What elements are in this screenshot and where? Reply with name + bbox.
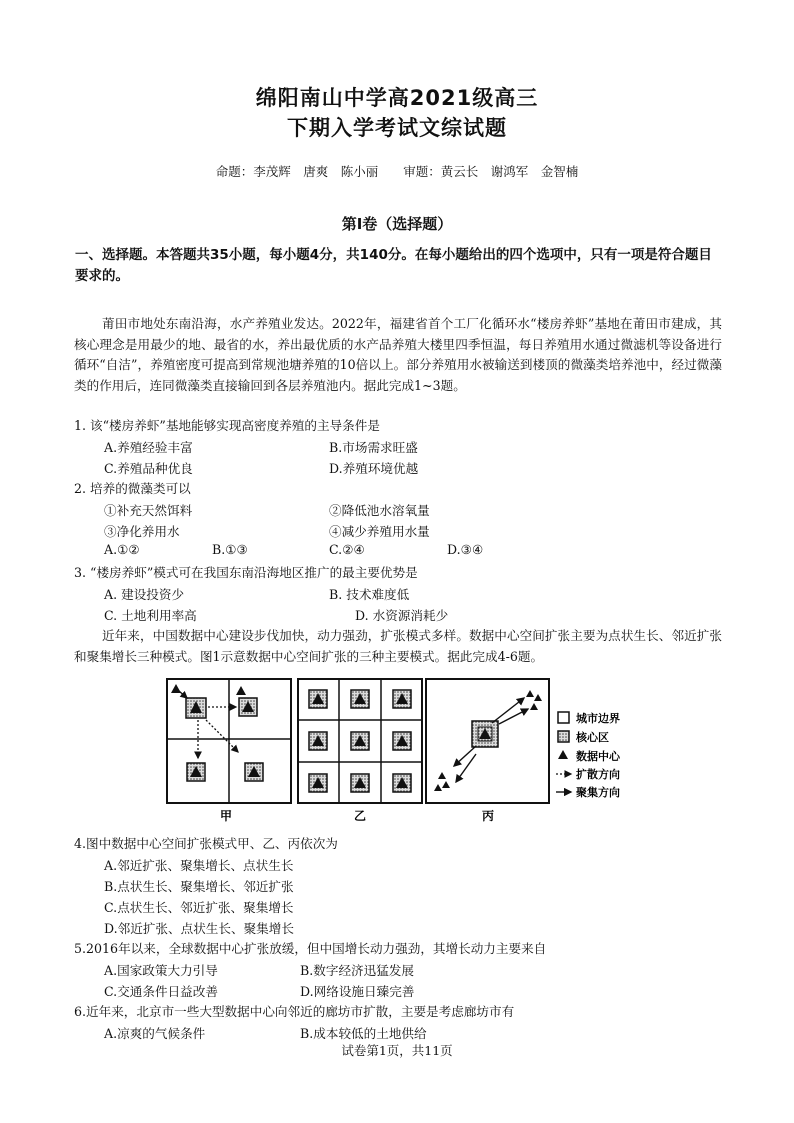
- question-2-stem: 2. 培养的微藻类可以: [74, 481, 191, 496]
- legend-diffusion: 扩散方向: [576, 768, 620, 781]
- panel-yi: [298, 679, 422, 803]
- q1-option-c: C.养殖品种优良: [104, 461, 193, 476]
- q1-option-d: D.养殖环境优越: [329, 461, 419, 476]
- q6-option-b: B.成本较低的土地供给: [300, 1026, 427, 1041]
- panel-label-yi: 乙: [353, 809, 367, 823]
- question-4-stem: 4.图中数据中心空间扩张模式甲、乙、丙依次为: [74, 836, 338, 851]
- figure-legend: [556, 711, 621, 799]
- core-area-icon: [309, 774, 327, 792]
- core-area-legend-icon: [558, 731, 569, 742]
- q1-option-a: A.养殖经验丰富: [104, 440, 193, 455]
- exam-title-line2: 下期入学考试文综试题: [287, 116, 507, 140]
- q4-option-a: A.邻近扩张、聚集增长、点状生长: [104, 858, 294, 873]
- legend-city-boundary: 城市边界: [576, 712, 620, 725]
- q5-option-c: C.交通条件日益改善: [104, 984, 218, 999]
- core-area-icon: [309, 690, 327, 708]
- core-area-icon: [351, 690, 369, 708]
- q1-option-b: B.市场需求旺盛: [329, 440, 418, 455]
- exam-title-line1: 绵阳南山中学高2021级高三: [255, 86, 539, 110]
- question-5-stem: 5.2016年以来，全球数据中心扩张放缓，但中国增长动力强劲，其增长动力主要来自: [74, 941, 547, 956]
- q5-option-a: A.国家政策大力引导: [104, 963, 218, 978]
- data-center-legend-icon: [558, 750, 568, 759]
- core-area-icon: [186, 698, 206, 718]
- legend-data-center: 数据中心: [576, 750, 620, 763]
- q3-option-d: D. 水资源消耗少: [355, 608, 449, 623]
- core-area-icon: [393, 732, 411, 750]
- question-6-stem: 6.近年来，北京市一些大型数据中心向邻近的廊坊市扩散，主要是考虑廊坊市有: [74, 1004, 515, 1019]
- q2-statement-2: ②降低池水溶氧量: [329, 503, 430, 518]
- city-boundary-icon: [558, 712, 569, 723]
- q6-option-a: A.凉爽的气候条件: [104, 1026, 206, 1041]
- core-area-icon: [239, 698, 257, 716]
- q3-option-b: B. 技术难度低: [329, 587, 410, 602]
- q2-option-d: D.③④: [447, 542, 484, 557]
- q4-option-d: D.邻近扩张、点状生长、聚集增长: [104, 921, 294, 936]
- core-area-icon: [245, 763, 263, 781]
- legend-aggregation: 聚集方向: [576, 786, 620, 799]
- core-area-icon: [393, 774, 411, 792]
- core-area-icon: [309, 732, 327, 750]
- q2-statement-3: ③净化养用水: [104, 524, 180, 539]
- q2-statement-4: ④减少养殖用水量: [329, 524, 430, 539]
- passage-1: 莆田市地处东南沿海，水产养殖业发达。2022年，福建省首个工厂化循环水“楼房养虾”基地在莆田市建成，其核心理念是用最少的地、最省的水，养出最优质的水产品养殖大楼里四季恒温，每日养殖用水通过微滤机等设备进行循环“自洁”，养殖密度可提高到常规池塘养殖的10倍以上。部分养殖用水被输送到楼顶的微藻类培养池中，经过微藻类的作用后，连同微藻类直接输回到各层养殖池内。据此完成1~3题。: [74, 316, 722, 393]
- q2-option-b: B.①③: [212, 542, 248, 557]
- q3-option-c: C. 土地利用率高: [104, 608, 197, 623]
- q2-option-a: A.①②: [104, 542, 140, 557]
- core-area-icon: [351, 732, 369, 750]
- legend-core-area: 核心区: [576, 731, 609, 744]
- panel-bing: [426, 679, 549, 803]
- q5-option-d: D.网络设施日臻完善: [300, 984, 415, 999]
- passage-2: 近年来，中国数据中心建设步伐加快，动力强劲，扩张模式多样。数据中心空间扩张主要为点状生长、邻近扩张和聚集增长三种模式。图1示意数据中心空间扩张的三种主要模式。据此完成4-6题。: [74, 628, 722, 664]
- core-area-icon: [187, 763, 205, 781]
- part-title: 第Ⅰ卷（选择题）: [341, 215, 453, 233]
- page-footer: 试卷第1页，共11页: [341, 1043, 453, 1058]
- question-3-stem: 3. “楼房养虾”模式可在我国东南沿海地区推广的最主要优势是: [74, 565, 418, 580]
- core-area-icon: [472, 721, 498, 747]
- figure-1: [166, 676, 666, 828]
- question-1-stem: 1. 该“楼房养虾”基地能够实现高密度养殖的主导条件是: [74, 418, 380, 433]
- panel-label-bing: 丙: [481, 809, 495, 823]
- core-area-icon: [351, 774, 369, 792]
- q5-option-b: B.数字经济迅猛发展: [300, 963, 415, 978]
- authors-line: 命题：李茂辉 唐爽 陈小丽 审题：黄云长 谢鸿军 金智楠: [215, 164, 579, 179]
- q3-option-a: A. 建设投资少: [104, 587, 185, 602]
- q2-statement-1: ①补充天然饵料: [104, 503, 193, 518]
- core-area-icon: [393, 690, 411, 708]
- panel-jia: [167, 679, 291, 803]
- q4-option-b: B.点状生长、聚集增长、邻近扩张: [104, 879, 294, 894]
- panel-label-jia: 甲: [219, 809, 233, 823]
- section-instruction: 一、选择题。本答题共35小题，每小题4分，共140分。在每小题给出的四个选项中，只有一项是符合题目要求的。: [75, 247, 712, 284]
- q4-option-c: C.点状生长、邻近扩张、聚集增长: [104, 900, 294, 915]
- q2-option-c: C.②④: [329, 542, 365, 557]
